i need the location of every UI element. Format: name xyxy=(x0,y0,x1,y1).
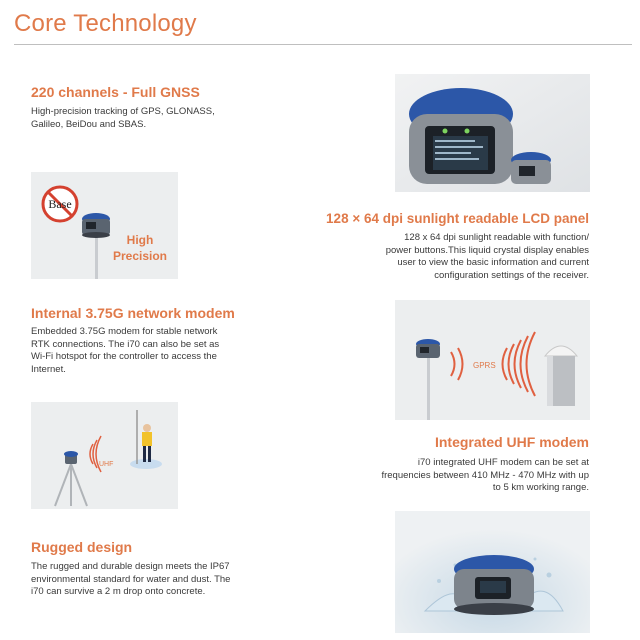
rugged-splash-image xyxy=(395,511,590,633)
gnss-text: High-precision tracking of GPS, GLONASS, Galileo, BeiDou and SBAS. xyxy=(31,106,215,130)
high-label: High xyxy=(126,233,154,247)
precision-label: Precision xyxy=(112,249,168,263)
rugged-text: The rugged and durable design meets the IP67 environmental standard for water and dust. The i70 can survive a 2 m drop onto concrete. xyxy=(31,561,231,597)
lcd-heading: 128 × 64 dpi sunlight readable LCD panel xyxy=(326,211,589,226)
gprs-label: GPRS xyxy=(473,361,496,370)
lcd-panel-image xyxy=(395,74,590,192)
gprs-image xyxy=(395,300,590,420)
page-title: Core Technology xyxy=(14,10,197,37)
uhf-image xyxy=(31,402,178,509)
gnss-heading: 220 channels - Full GNSS xyxy=(31,84,200,100)
modem-heading: Internal 3.75G network modem xyxy=(31,305,235,321)
lcd-text: 128 x 64 dpi sunlight readable with function/ power buttons.This liquid crystal display enables user to view the basic information and current configuration settings of the receiver. xyxy=(385,232,589,281)
rugged-heading: Rugged design xyxy=(31,539,133,555)
base-label: Base xyxy=(48,197,72,211)
title-divider xyxy=(14,44,632,45)
uhf-label: UHF xyxy=(99,461,114,468)
modem-text: Embedded 3.75G modem for stable network RTK connections. The i70 can also be set as Wi-Fi hotspot for the controller to access the Internet. xyxy=(31,326,220,375)
uhf-heading: Integrated UHF modem xyxy=(434,434,589,450)
gnss-receiver-image xyxy=(31,172,178,279)
uhf-text: i70 integrated UHF modem can be set at frequencies between 410 MHz - 470 MHz with up to 5 km working range. xyxy=(381,457,589,493)
